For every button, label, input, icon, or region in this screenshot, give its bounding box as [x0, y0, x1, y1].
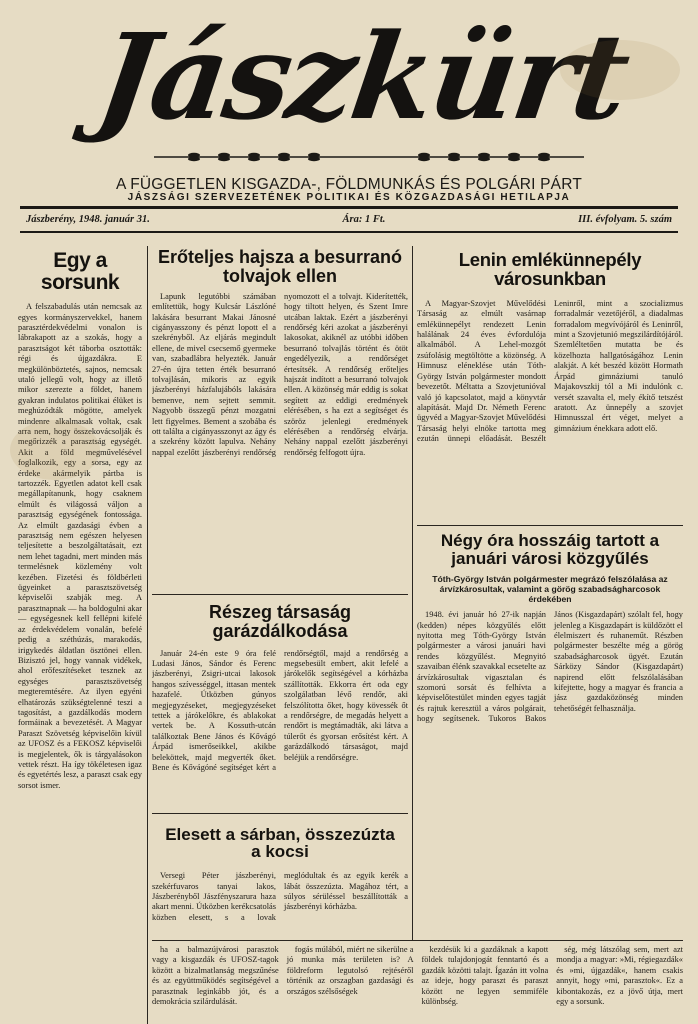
article-sarban: [152, 871, 408, 943]
article-body: A felszabadulás után nemcsak az egyes kormányszervekkel, hanem parasztérdekvédelmi vonalon is lábrakapott az a szokás, hogy a parasztságot két táborba osztották: régi és újgazdákra. E megkülönböztetés, sajnos, nemcsak utaló jellegű volt, hogy az illető mikor szerezte a földet, hanem gyakran indulatos politikai élüket is meghúzódták mögötte, amelyek mindenre alkalmasak voltak, csak arra nem, hogy összekovácsolják és megőrizzék a parasztság egységét. Akit a föld megművelésével foglalkozik, egy a sorsa, egy az érdeke akármelyik pártba is tartozzék. Egyetlen adatot kell csak megállapítanunk, hogy csaknem elmúlt és világossá váljon a parasztság egységének fontossága. Az elmúlt gazdasági évben a parasztság nem egészen helyesen teljesítette a beszolgáltatásait, ezt nem lehet tagadni, mert minden más termelésnek közlemény volt kezében. Fizetési és földbérleti ügyeinket a parasztszövetség képviselői szabják meg. A parasztnapnak — ha boldogulni akar — egységesnek kell fellépni kifelé az érdekvédelem vonalán, befelé pedig a széthúzás, marakodás, irigykedés áldatlan ösztönei ellen. Bizisztó jel, hogy vannak vidékek, ahol erőfeszítéseket tesznek az egységes parasztszövetség megteremtésére. Az ilyen egyéni elhatározás szükségtelenné teszi a tagosítást, a gazdálkodás modern formáinak a bevezetését. A Magyar Paraszt Szövetség képviselőin kívül az UFOSZ és a FEKOSZ képviselői is megjelentek, ők is tárgyalásokon vettek részt. Ha így tökéletesen igaz és egyetértés lesz, a paraszt csak egy sorsot ismer.: [18, 302, 142, 790]
divider: [152, 813, 408, 814]
continuation-text: ha a balmazújvárosi parasztok vagy a kisgazdák és UFOSZ-tagok között a bizalmatlanság megszűnése és az együttműködés segítségével a parasztnak leginkább jót, és a demokrácia szilárdulását.: [152, 945, 279, 1007]
article-title: Négy óra hosszáig tartott a januári városi közgyűlés: [440, 530, 660, 568]
masthead: [14, 0, 684, 206]
article-title: Lenin emlékünnepély városunkban: [458, 249, 642, 290]
column-rule: [147, 246, 148, 1024]
price: Ára: 1 Ft.: [342, 214, 386, 225]
place-date: Jászberény, 1948. január 31.: [26, 214, 150, 225]
article-sorsunk: [18, 240, 142, 1024]
column-rule: [412, 246, 413, 1024]
article-body: Január 24-én este 9 óra felé Ludasi János, Sándor és Ferenc jászberényi, Zsigri-utcai lakosok hangos szívességgel, ittasan mentek hazafelé. Útközben gúnyos megjegyzéseket, megjegyzéseket tettek a járókelőkre, és ablakokat vertek be. A Kossuth-utcán találkoztak Bene János és Kővágó Árpád ismerőseikkel, akikbe beleköttek, majd megverték őket. Bene és Kővágóné segítséget kért a rendőrségtől, majd a rendőrség a megsebesült embert, akit lefelé a járókelők segítségével a kórházba szállították. Ekkorra ért oda egy szolgálatban lévő rendőr, aki felszólította őket, hogy kövessék őt a rendőrségre, de megadás helyett a rendőrt is megtámadták, aki látva a túlerőt és gyorsan erősítést kért. A garázdálkodó társaságot, majd beléjük a rendőrségre.: [152, 648, 408, 773]
article-title: Elesett a sárban, összezúzta a kocsi: [165, 824, 395, 862]
article-body: A Magyar-Szovjet Művelődési Társaság az elmúlt vasárnap emlékünnepélyt rendezett Lenin halálának 24 éves évfordulója alkalmából. A Lehel-mozgót zsúfolásig megtöltötte a közönség. A Himnusz eléneklése után Tóth-György István polgármester mondott bevezetőt. Méltatta a Szovjetunióval való jó kapcsolatot, majd a könyvtár alapítását. Majd Dr. Németh Ferenc ügyvéd a Magyar-Szovjet Művelődési Társaság helyi elnöke tartotta meg ezután ünnepi előadását. Beszélt Leninről, mint a szocializmus forradalmár vezetőjéről, a diadalmas forradalom megvívójáról és Leninről, mint a Szovjetunió megszilárdítójáról. Szemléltetően mutatta be és közelhozta hallgatóságához Lenin alakját. A két beszéd között Hormath Árpád gimnáziumi tanuló Majakovszkij tól a Mi indulónk c. versét szavalta el, mely ékítő tetszést aratott. Az ünnepély a szovjet Himnusszal ért véget, melyet a gimnázium énekkara adott elő.: [417, 298, 683, 444]
continuation-text: ség, még látszólag sem, mert azt mondja a magyar: »Mi, régiegazdák« és »mi, újgazdák«, hanem csakis annyit, hogy »mi, parasztok«. Ez a kibontakozás, ez a jövő útja, mert egy a sorsunk.: [556, 945, 683, 1007]
continuation-text: fogás múlából, miért ne sikerülne a jó munka más területen is? A földreform legutolsó rejtéséről történik az orszagban gazdasági és országos szélsőségek: [286, 945, 414, 996]
article-lead: Tóth-György István polgármester megrázó felszólalása az árvízkárosultak, valamint a görög szabadságharcosok érdekében: [432, 573, 668, 604]
article-body: 1948. évi január hó 27-ik napján (kedden) népes közgyűlés előtt nyitotta meg Tóth-György István polgármester a városi januári havi rendes közgyűlést. Megnyitó szavaiban élénk szavakkal ecsetelte az árvízkárosultak vigasztalan és szomorú sorsát és felhívta a képviselőtestület minden egyes tagját és rajtuk keresztül a város polgárait, hogy segítsenek. Tukoros Bakos János (Kisgazdapárt) szólalt fel, hogy jelenleg a Kisgazdapárt is küldőzött el élelmiszert és ruhaneműt. Részben polgármester beszélte még a görög szabadságharcosok ügyét. Ezután Sárközy Sándor (Kisgazdapárt) napirend előtt felszólalásában kifejtette, hogy a magyar és francia a jász gazdaközönség minden tehetőségét felhasználja.: [417, 610, 683, 724]
divider: [152, 594, 408, 595]
columns: [0, 240, 698, 1024]
article-title: Erőteljes hajsza a besurranó tolvajok ellen: [157, 247, 403, 286]
article-title: Egy a sorsunk: [40, 249, 120, 295]
dateline-rule: [20, 231, 678, 233]
article-body: Lapunk legutóbbi számában említettük, hogy Kulcsár Lászlóné lakására besurrant Makai Jánosné cigányasszony és pénzt lopott el a szekrényből. Az eljárás megindult ellene, de mivel csecsemő gyermeke van, szabadlábra helyezték. Január 27-én újra tetten érték besurranó tolvajlásán, mikoris az egyik jászberényi házfalujábóls lakására bemenve, nem sejtett semmit. Nagyobb összegű pénzt mozgatni lett figyelmes. Bement a szobába és ott találta a cigányasszonyt az ágy és a szekrény között lapulva. Nehány nappal ezelőtt jászberényi rendőrség nyomozott el a tolvajt. Kiderítették, hogy tiltott helyen, és Szent Imre utcában laktak. Ezért a jászberényi rendőrség kéri azokat a jászberényi lakosokat, akiknél az utóbbi időben besurranó tolvajlás történt és ötöt engedélyezik, a rendőrséget értesítsék. A rendőrség erőteljes hajszát indított a besurranó tolvajok ellen. A közönség már eddig is sokat segített az eddigi eredmények elérésében, s ha ezt a segítséget és szöröz jelenlegi eredmények elérésében a rendőrség elvárja. Nehány nappal ezelőtt jászberényi rendőrség felfogott újra.: [152, 291, 408, 457]
wheat-ornament-icon: [154, 150, 584, 164]
issue-number: III. évfolyam. 5. szám: [578, 214, 672, 225]
sorsunk-continuation: [152, 940, 683, 1024]
newspaper-logo: Jászkürt: [89, 7, 635, 146]
article-body: Versegi Péter jászberényi, szekérfuvaros tanyai lakos, Jászberényből Jászfényszarura haza akart menni. Útközben kerékcsatolás közben elesett, s a lovak meglódultak és az egyik kerék a lábát összezúzta. Magához tért, a súlyos sérüléssel beszállították a jászberényi kórházba.: [152, 871, 408, 922]
masthead-subline: JÁSZSÁGI SZERVEZETÉNEK POLITIKAI ÉS KÖZGAZDASÁGI HETILAPJA: [127, 192, 571, 203]
article-kozgyules: [417, 610, 683, 948]
article-hajsza: [152, 292, 408, 590]
divider: [417, 525, 683, 526]
center-columns: [152, 240, 408, 1024]
right-columns: [417, 240, 683, 1024]
masthead-subtitle: A FÜGGETLEN KISGAZDA-, FÖLDMUNKÁS ÉS POLGÁRI PÁRT: [116, 176, 582, 193]
article-garazdalkodas: [152, 649, 408, 809]
dateline: [26, 214, 672, 228]
masthead-rule: [20, 206, 678, 209]
article-lenin: [417, 299, 683, 521]
continuation-text: kezdésük ki a gazdáknak a kapott földek tulajdonjogát fenntartó és a gazdák közötti talajt. Ígazán itt volna az ideje, hogy paraszt és paraszt között ne legyen semmiféle különbség.: [421, 945, 549, 1007]
article-title: Részeg társaság garázdálkodása: [208, 601, 352, 641]
